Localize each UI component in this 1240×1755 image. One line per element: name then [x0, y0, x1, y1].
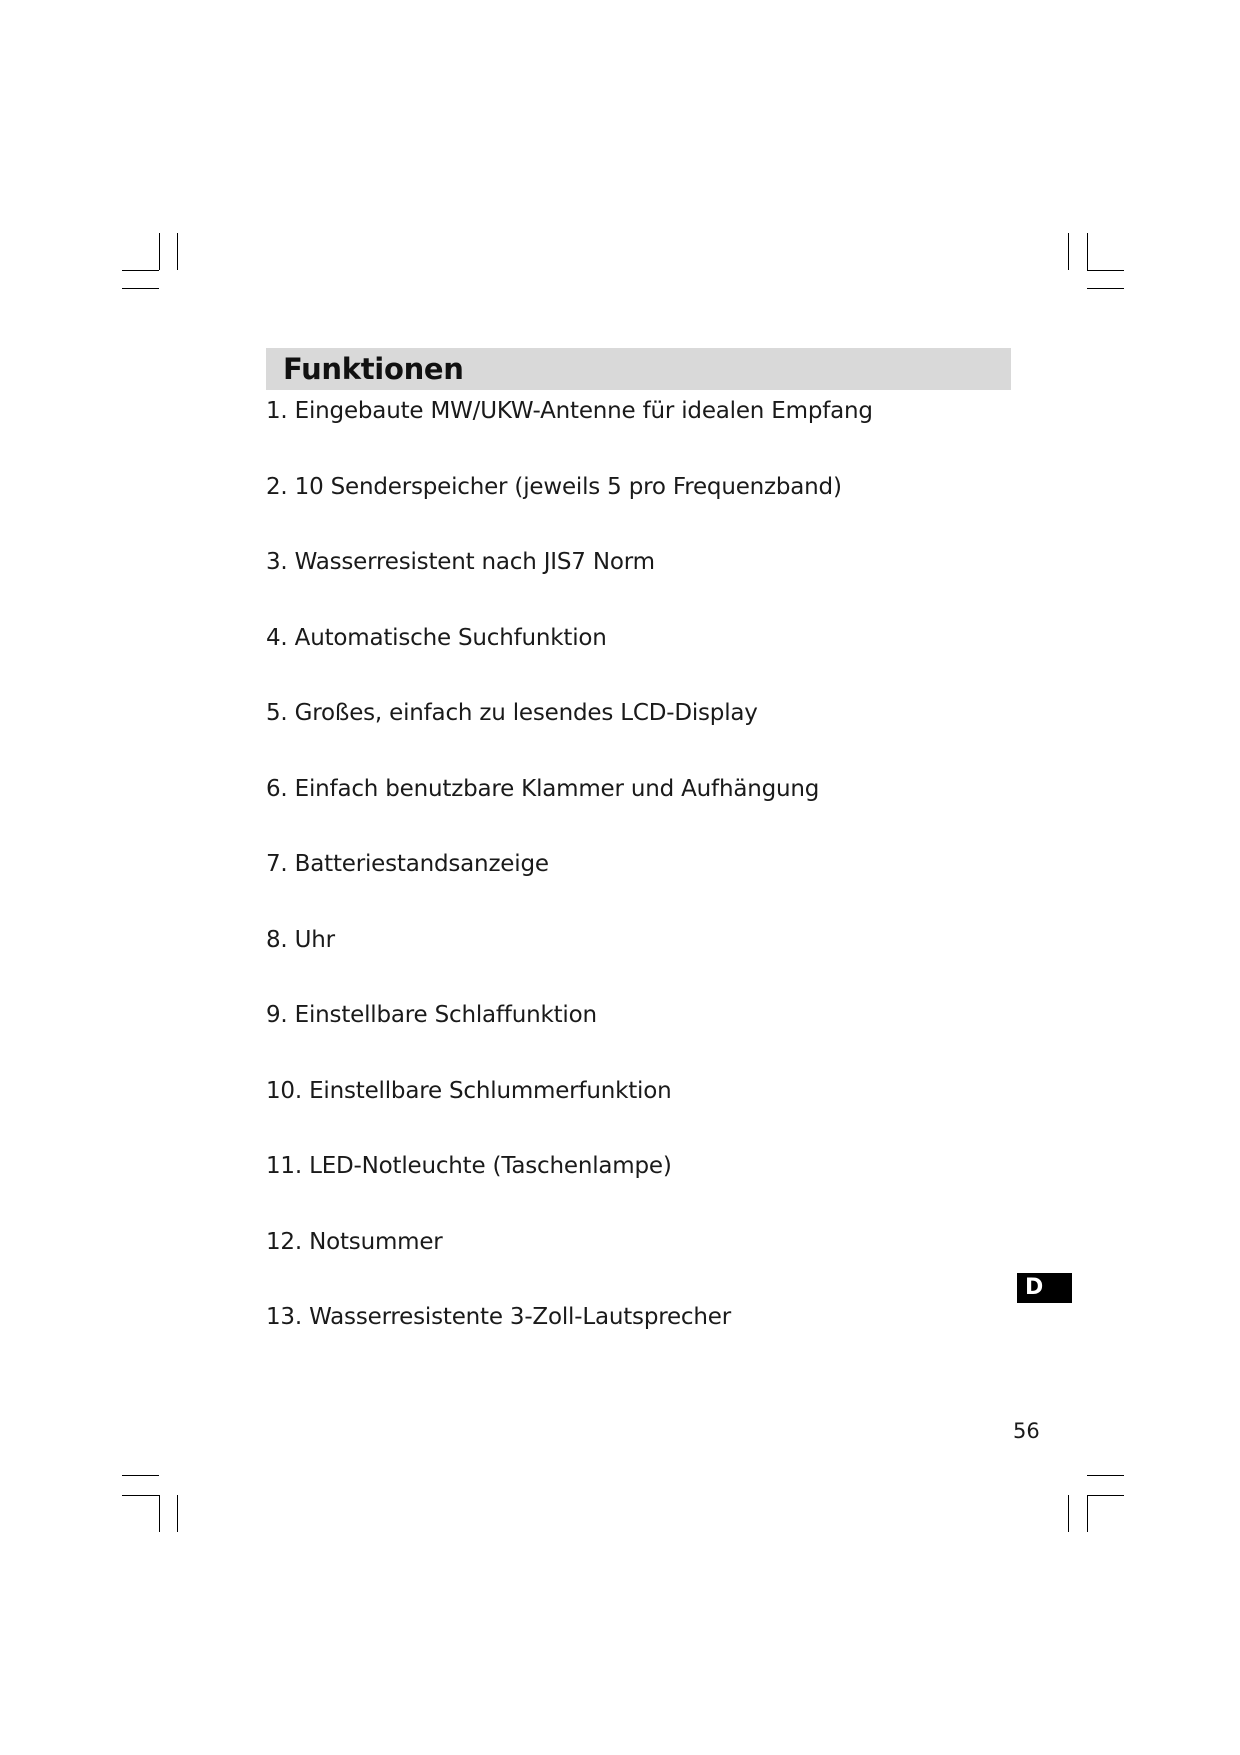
feature-item: 5. Großes, einfach zu lesendes LCD-Display [266, 700, 758, 726]
feature-item: 13. Wasserresistente 3-Zoll-Lautsprecher [266, 1304, 731, 1330]
crop-mark [1087, 1475, 1124, 1476]
feature-item: 6. Einfach benutzbare Klammer und Aufhängung [266, 775, 820, 802]
crop-mark [122, 288, 159, 289]
feature-item: 2. 10 Senderspeicher (jeweils 5 pro Frequenzband) [266, 473, 842, 500]
feature-item: 11. LED-Notleuchte (Taschenlampe) [266, 1153, 672, 1179]
crop-mark [1068, 1495, 1069, 1532]
feature-item: 12. Notsummer [266, 1228, 443, 1255]
feature-item: 3. Wasserresistent nach JIS7 Norm [266, 549, 655, 575]
section-heading: Funktionen [283, 352, 464, 386]
feature-list [266, 395, 873, 1377]
feature-item: 10. Einstellbare Schlummerfunktion [266, 1077, 672, 1104]
crop-mark [122, 1475, 159, 1476]
crop-mark [159, 233, 160, 270]
language-tab-label: D [1025, 1275, 1044, 1300]
crop-mark [122, 1495, 159, 1496]
crop-mark [1087, 1495, 1088, 1532]
language-tab [1017, 1273, 1072, 1303]
crop-mark [177, 1495, 178, 1532]
crop-mark [159, 1495, 160, 1532]
feature-item: 1. Eingebaute MW/UKW-Antenne für idealen Empfang [266, 398, 873, 424]
crop-mark [177, 233, 178, 270]
crop-mark [1087, 288, 1124, 289]
crop-mark [1087, 1495, 1124, 1496]
page-number: 56 [1013, 1419, 1040, 1443]
feature-item: 9. Einstellbare Schlaffunktion [266, 1002, 597, 1028]
crop-mark [1068, 233, 1069, 270]
crop-mark [1087, 270, 1124, 271]
crop-mark [122, 270, 159, 271]
feature-item: 4. Automatische Suchfunktion [266, 624, 607, 651]
crop-mark [1087, 233, 1088, 270]
feature-item: 7. Batteriestandsanzeige [266, 851, 549, 877]
section-heading-bar [266, 348, 1011, 390]
feature-item: 8. Uhr [266, 926, 335, 953]
